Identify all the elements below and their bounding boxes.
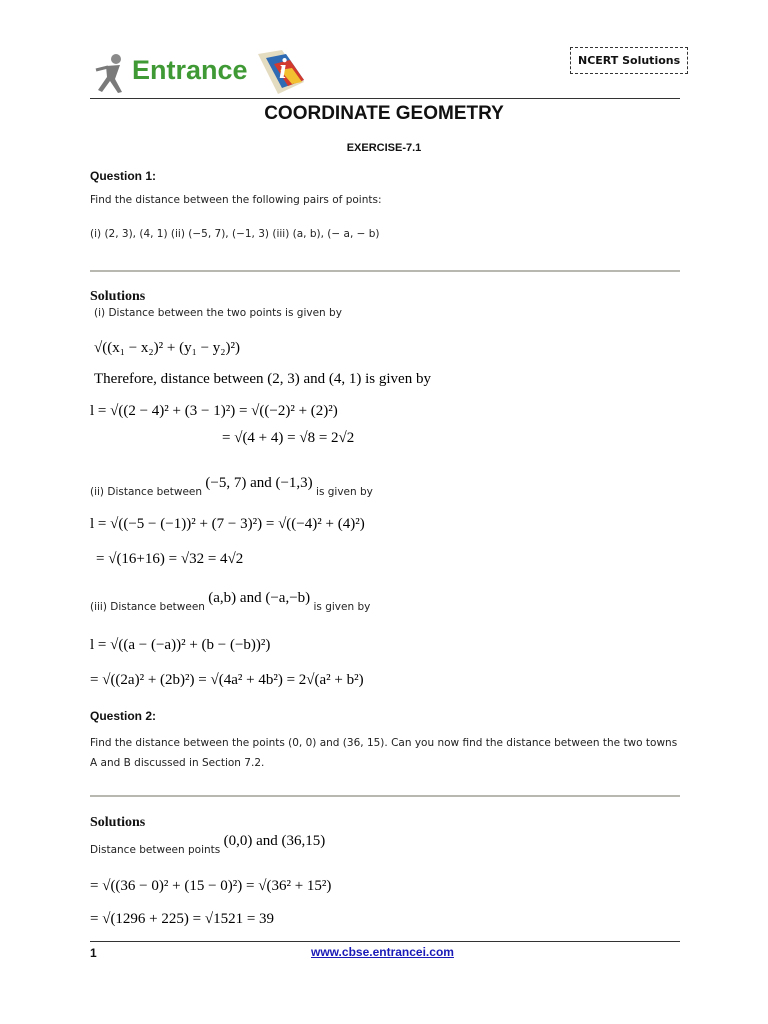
part-iii-pre: (iii) Distance between xyxy=(90,601,205,613)
logo-text: Entrance xyxy=(132,55,248,85)
distance-formula: √((x₁ − x₂)² + (y₁ − y₂)²) xyxy=(94,340,240,356)
page-number: 1 xyxy=(90,946,97,960)
part-iii-step-2: = √((2a)² + (2b)²) = √(4a² + 4b²) = 2√(a² + b²) xyxy=(90,672,364,688)
website-link[interactable]: www.cbse.entrancei.com xyxy=(311,945,454,959)
question-1-heading: Question 1: xyxy=(90,169,157,183)
page-title: COORDINATE GEOMETRY xyxy=(264,103,504,124)
question-2-text: Find the distance between the points (0, 0) and (36, 15). Can you now find the distance between the two towns A and B discussed in Section 7.2. xyxy=(90,737,678,769)
part-i-step-1: l = √((2 − 4)² + (3 − 1)²) = √((−2)² + (2)²) xyxy=(90,403,338,419)
logo xyxy=(92,48,307,98)
solutions-1-heading: Solutions xyxy=(90,289,146,304)
footer-divider xyxy=(90,941,680,942)
part-iii-post: is given by xyxy=(313,601,371,613)
part-i-step-2: = √(4 + 4) = √8 = 2√2 xyxy=(222,430,355,446)
part-iii-step-1: l = √((a − (−a))² + (b − (−b))²) xyxy=(90,637,271,653)
part-ii-step-1: l = √((−5 − (−1))² + (7 − 3)²) = √((−4)² + (4)²) xyxy=(90,516,365,532)
solution-2-step-1: = √((36 − 0)² + (15 − 0)²) = √(36² + 15²) xyxy=(90,878,332,894)
question-1-text: Find the distance between the following pairs of points: xyxy=(90,194,382,206)
part-ii-post: is given by xyxy=(316,486,373,498)
question-1-parts: (i) (2, 3), (4, 1) (ii) (−5, 7), (−1, 3) (iii) (a, b), (− a, − b) xyxy=(90,228,380,240)
exercise-label: EXERCISE-7.1 xyxy=(346,142,422,154)
divider xyxy=(90,795,680,797)
part-ii-points: (−5, 7) and (−1,3) xyxy=(205,475,313,491)
solution-2-intro xyxy=(90,833,326,856)
header-divider xyxy=(90,98,680,99)
part-iii-intro xyxy=(90,590,371,613)
logo-badge-letter: i xyxy=(279,54,287,85)
part-ii-intro xyxy=(90,475,373,498)
solution-2-points: (0,0) and (36,15) xyxy=(223,833,326,849)
solution-2-step-2: = √(1296 + 225) = √1521 = 39 xyxy=(90,911,275,927)
ncert-solutions-badge: NCERT Solutions xyxy=(570,47,688,74)
solutions-1-intro: (i) Distance between the two points is given by xyxy=(94,307,342,319)
part-ii-pre: (ii) Distance between xyxy=(90,486,203,498)
therefore-line: Therefore, distance between (2, 3) and (4, 1) is given by xyxy=(94,371,431,387)
runner-icon xyxy=(92,52,132,96)
question-2-heading: Question 2: xyxy=(90,709,157,723)
solutions-2-heading: Solutions xyxy=(90,815,146,830)
part-iii-points: (a,b) and (−a,−b) xyxy=(208,590,311,606)
solution-2-pre: Distance between points xyxy=(90,844,221,856)
part-ii-step-2: = √(16+16) = √32 = 4√2 xyxy=(96,551,244,567)
divider xyxy=(90,270,680,272)
